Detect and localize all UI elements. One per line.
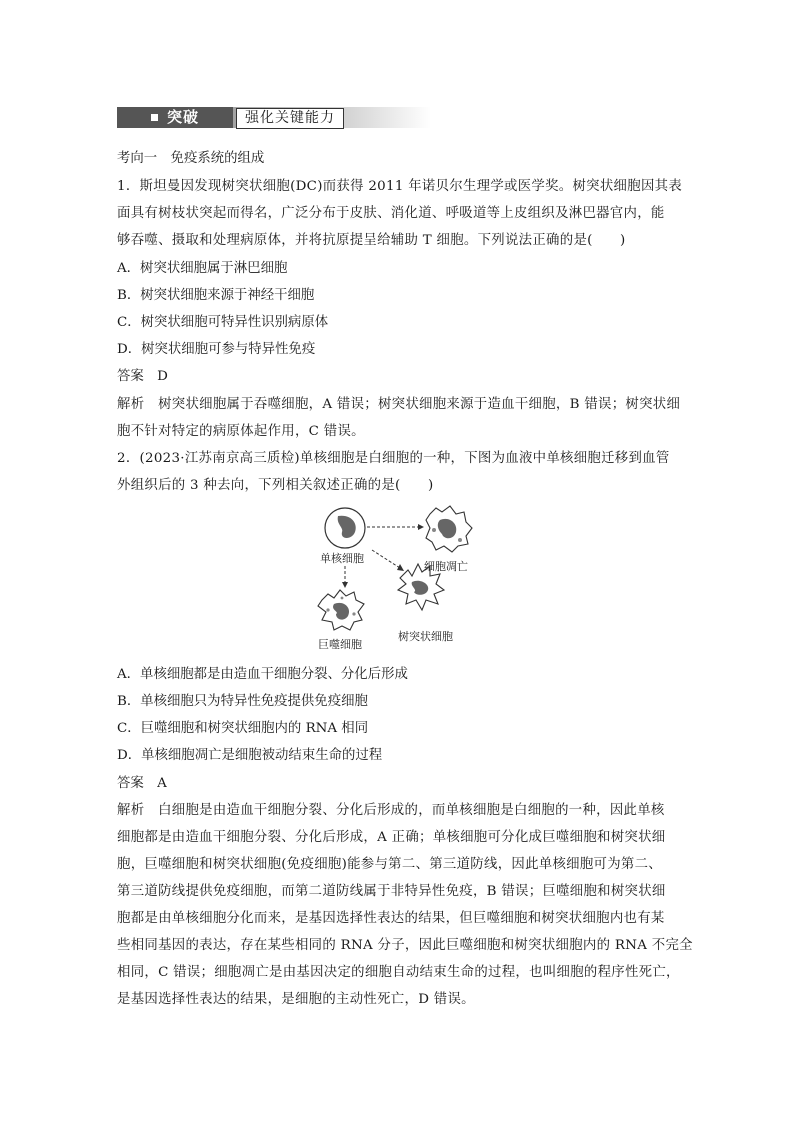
apoptotic-cell-icon <box>426 506 472 552</box>
arrow-to-apoptosis <box>367 524 424 530</box>
q1-analysis-line: 胞不针对特定的病原体起作用，C 错误。 <box>117 424 365 439</box>
q2-analysis-line: 相同，C 错误；细胞凋亡是由基因决定的细胞自动结束生命的过程，也叫细胞的程序性死亡， <box>117 965 680 980</box>
q2-analysis-line: 细胞都是由造血干细胞分裂、分化后形成，A 正确；单核细胞可分化成巨噬细胞和树突状细 <box>117 830 666 845</box>
macrophage-cell-icon <box>318 590 364 630</box>
arrow-to-dendritic <box>372 550 404 571</box>
q2-option-b: B．单核细胞只为特异性免疫提供免疫细胞 <box>117 694 368 709</box>
q2-analysis-line: 第三道防线提供免疫细胞，而第二道防线属于非特异性免疫，B 错误；巨噬细胞和树突状细 <box>117 884 666 899</box>
q1-stem-line: 面具有树枝状突起而得名，广泛分布于皮肤、消化道、呼吸道等上皮组织及淋巴器官内，能 <box>117 206 665 221</box>
q2-analysis-line: 胞都是由单核细胞分化而来，是基因选择性表达的结果，但巨噬细胞和树突状细胞内也有某 <box>117 911 665 926</box>
q2-answer: 答案 A <box>117 776 167 791</box>
label-apoptosis: 细胞凋亡 <box>424 560 468 573</box>
square-bullet-icon <box>151 114 158 121</box>
q2-analysis-line: 解析 白细胞是由造血干细胞分裂、分化后形成的，而单核细胞是白细胞的一种，因此单核 <box>117 803 665 818</box>
q2-stem-line: 2．(2023·江苏南京高三质检)单核细胞是白细胞的一种，下图为血液中单核细胞迁移到血管 <box>117 451 670 466</box>
label-macrophage: 巨噬细胞 <box>318 638 362 650</box>
q2-stem-line: 外组织后的 3 种去向，下列相关叙述正确的是( ) <box>117 478 434 493</box>
q1-option-a: A．树突状细胞属于淋巴细胞 <box>117 261 288 276</box>
q1-option-c: C．树突状细胞可特异性识别病原体 <box>117 315 329 330</box>
section-subtitle: 强化关键能力 <box>236 108 344 129</box>
q1-stem-line: 1．斯坦曼因发现树突状细胞(DC)而获得 2011 年诺贝尔生理学或医学奖。树突状细胞因其表 <box>117 179 683 194</box>
arrow-to-macrophage <box>342 566 348 588</box>
q1-answer: 答案 D <box>117 369 168 384</box>
topic-heading: 考向一 免疫系统的组成 <box>117 151 265 166</box>
q2-analysis-line: 些相同基因的表达，存在某些相同的 RNA 分子，因此巨噬细胞和树突状细胞内的 RNA 不完全 <box>117 938 693 953</box>
q2-option-d: D．单核细胞凋亡是细胞被动结束生命的过程 <box>117 748 383 763</box>
label-monocyte: 单核细胞 <box>320 552 364 565</box>
q1-option-d: D．树突状细胞可参与特异性免疫 <box>117 342 316 357</box>
label-dendritic: 树突状细胞 <box>398 630 453 643</box>
q2-option-c: C．巨噬细胞和树突状细胞内的 RNA 相同 <box>117 721 369 736</box>
monocyte-cell-icon <box>325 508 365 548</box>
monocyte-fate-diagram <box>300 500 480 650</box>
q1-stem-line: 够吞噬、摄取和处理病原体，并将抗原提呈给辅助 T 细胞。下列说法正确的是( ) <box>117 233 626 248</box>
q2-analysis-line: 是基因选择性表达的结果，是细胞的主动性死亡，D 错误。 <box>117 992 475 1007</box>
q1-analysis-line: 解析 树突状细胞属于吞噬细胞，A 错误；树突状细胞来源于造血干细胞，B 错误；树突状细 <box>117 397 681 412</box>
q1-option-b: B．树突状细胞来源于神经干细胞 <box>117 288 315 303</box>
q2-analysis-line: 胞，巨噬细胞和树突状细胞(免疫细胞)能参与第二、第三道防线，因此单核细胞可为第二、 <box>117 857 662 872</box>
q2-option-a: A．单核细胞都是由造血干细胞分裂、分化后形成 <box>117 667 408 682</box>
section-title: 突破 <box>167 108 200 126</box>
